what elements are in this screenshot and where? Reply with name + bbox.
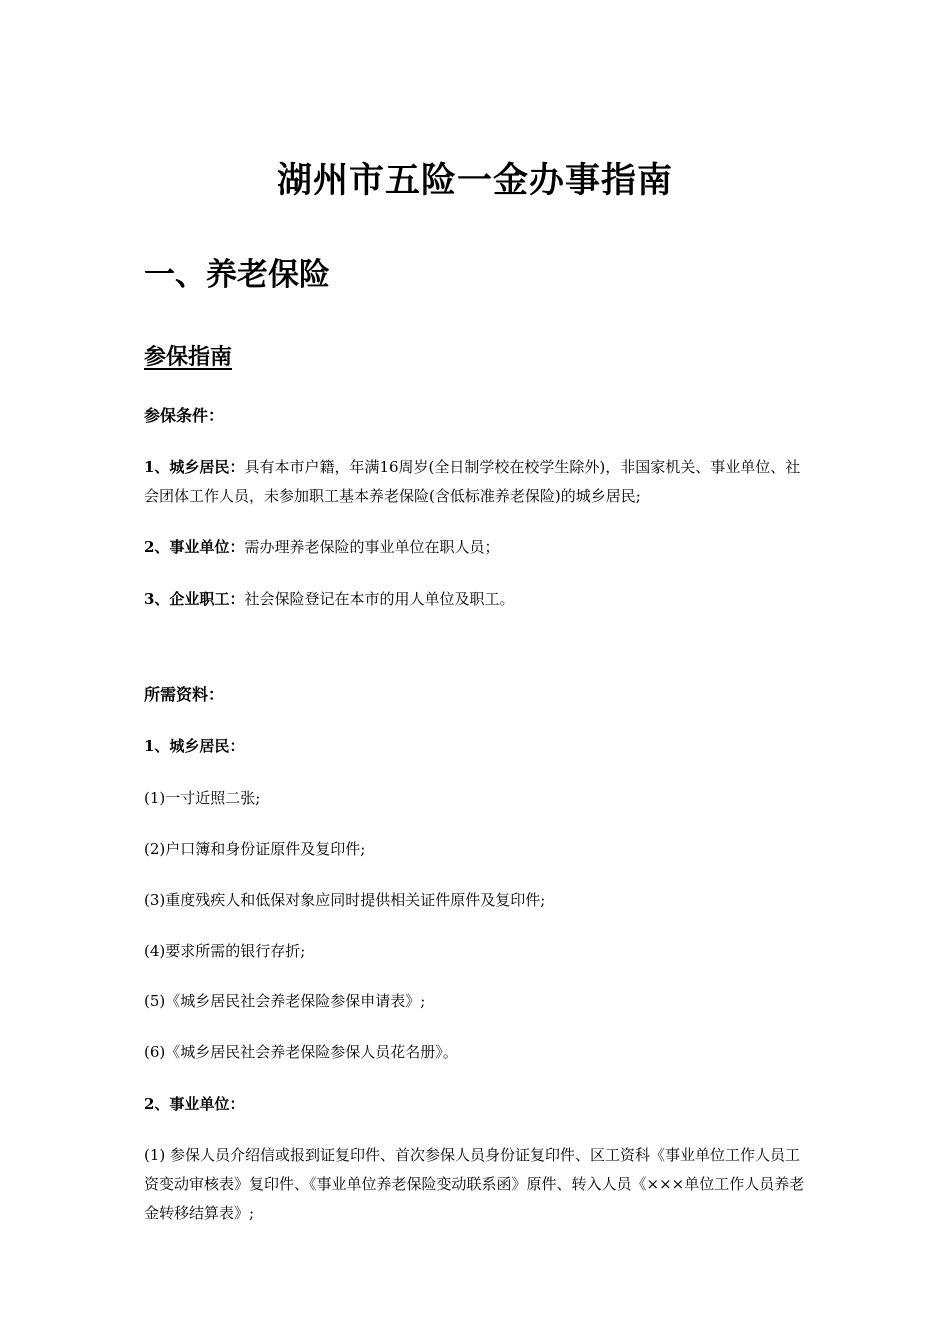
condition-label: 2、事业单位： [144, 538, 245, 556]
materials-heading: 所需资料： [144, 685, 225, 704]
condition-item-1 [144, 453, 812, 511]
materials-list-item: (5)《城乡居民社会养老保险参保申请表》; [144, 992, 426, 1010]
materials-list-item: (1) 参保人员介绍信或报到证复印件、首次参保人员身份证复印件、区工资科《事业单位工作人员工资变动审核表》复印件、《事业单位养老保险变动联系函》原件、转入人员《×××单位工作人员养老金转移结算表》; [144, 1146, 805, 1222]
materials-list-item: (2)户口簿和身份证原件及复印件; [144, 840, 366, 858]
condition-label: 3、企业职工： [144, 590, 245, 608]
materials-group-1-label: 1、城乡居民： [144, 737, 245, 755]
condition-item-2 [144, 533, 812, 562]
condition-label: 1、城乡居民： [144, 458, 245, 476]
materials-group-2-label: 2、事业单位： [144, 1095, 245, 1113]
condition-text: 社会保险登记在本市的用人单位及职工。 [244, 590, 515, 608]
materials-list-item: (1)一寸近照二张; [144, 789, 261, 807]
condition-item-3 [144, 585, 812, 614]
subsection-title: 参保指南 [144, 344, 233, 370]
materials-list-item: (6)《城乡居民社会养老保险参保人员花名册》。 [144, 1043, 458, 1061]
document-title: 湖州市五险一金办事指南 [276, 160, 673, 201]
condition-text: 需办理养老保险的事业单位在职人员； [244, 538, 500, 556]
conditions-heading: 参保条件： [144, 406, 225, 425]
section-title: 一、养老保险 [144, 257, 330, 293]
condition-text: 具有本市户籍，年满16周岁(全日制学校在校学生除外)，非国家机关、事业单位、社会团体工作人员，未参加职工基本养老保险(含低标准养老保险)的城乡居民; [144, 458, 801, 505]
materials-list-item: (4)要求所需的银行存折; [144, 942, 306, 960]
materials-list-item: (3)重度残疾人和低保对象应同时提供相关证件原件及复印件; [144, 891, 546, 909]
